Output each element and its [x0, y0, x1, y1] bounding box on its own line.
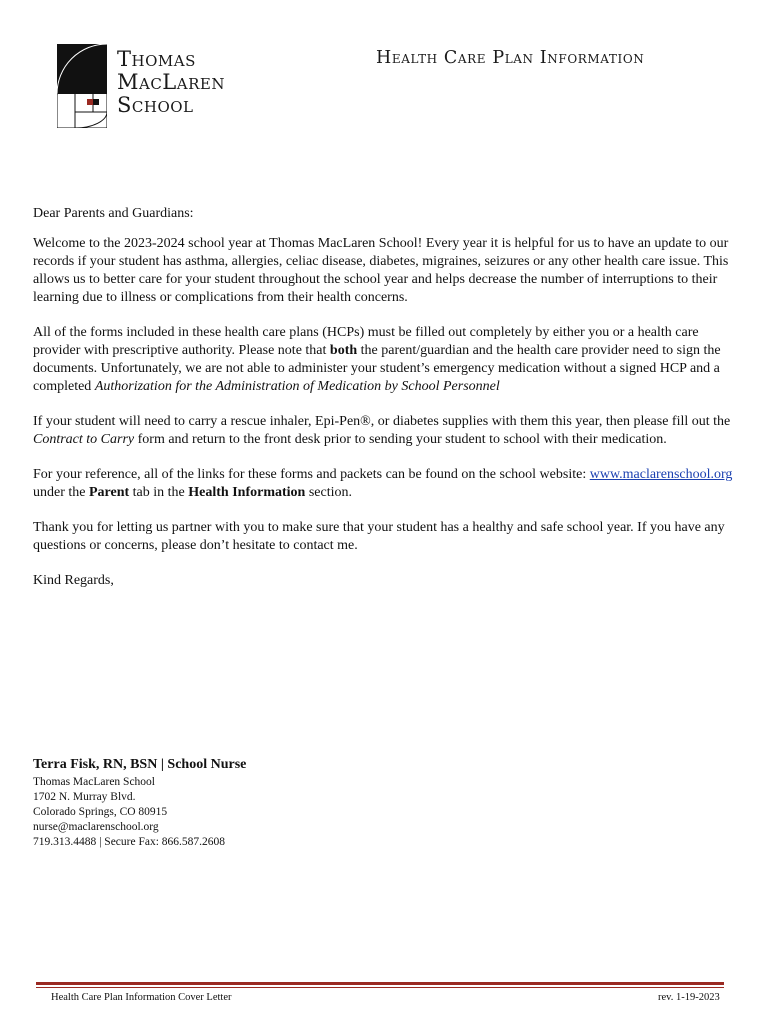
text-run: All of the forms included in these health care plans (HCPs) must be filled out completely by either you or a health care provider with prescriptive authority. Please note that — [33, 325, 699, 358]
text-run: form and return to the front desk prior to sending your student to school with their medication. — [134, 432, 667, 447]
footer-document-name: Health Care Plan Information Cover Letter — [51, 992, 232, 1003]
footer-revision: rev. 1-19-2023 — [658, 992, 720, 1003]
signer-name: Terra Fisk, RN, BSN | School Nurse — [33, 757, 247, 772]
paragraph-forms — [33, 324, 738, 396]
footer-divider — [36, 982, 724, 988]
text-run: under the — [33, 485, 89, 500]
signer-email: nurse@maclarenschool.org — [33, 821, 159, 833]
paragraph-thanks: Thank you for letting us partner with you to make sure that your student has a healthy and safe school year. If you have any questions or concerns, please don’t hesitate to contact me. — [33, 520, 725, 553]
logo-line: Thomas — [117, 47, 196, 71]
paragraph-contract — [33, 413, 738, 449]
signer-address-line1: 1702 N. Murray Blvd. — [33, 791, 136, 803]
signer-phone: 719.313.4488 | Secure Fax: 866.587.2608 — [33, 836, 226, 848]
signer-organization: Thomas MacLaren School — [33, 776, 155, 788]
document-title: Health Care Plan Information — [376, 48, 645, 68]
school-website-link[interactable]: www.maclarenschool.org — [589, 467, 733, 482]
text-run: the parent/guardian and the health care provider need to sign the documents. Unfortunately, we are not able to administer your student’s emergency medication without a signed HCP and a completed — [33, 343, 721, 394]
letter-greeting: Dear Parents and Guardians: — [33, 206, 194, 221]
paragraph-welcome: Welcome to the 2023-2024 school year at Thomas MacLaren School! Every year it is helpful for us to have an update to our records if your student has asthma, allergies, celiac disease, diabetes, migraines, seizures or any other health care issue. This allows us to better care for your student throughout the school year and helps decrease the number of interruptions to their learning due to illness or complications from their health concerns. — [33, 236, 729, 305]
italic-form-name: Contract to Carry — [33, 432, 135, 447]
signer-address-line2: Colorado Springs, CO 80915 — [33, 806, 168, 818]
paragraph-reference — [33, 466, 738, 502]
logo-line: MacLaren — [117, 70, 225, 94]
bold-text: Health Information — [188, 485, 306, 500]
letter-closing: Kind Regards, — [33, 573, 114, 588]
text-run: section. — [305, 485, 352, 500]
logo-line: School — [117, 93, 194, 117]
text-run: tab in the — [129, 485, 189, 500]
text-run: For your reference, all of the links for these forms and packets can be found on the school website: — [33, 467, 590, 482]
signature-block — [33, 756, 433, 850]
letter-body — [33, 205, 738, 607]
text-run: If your student will need to carry a rescue inhaler, Epi-Pen®, or diabetes supplies with them this year, then please fill out the — [33, 414, 731, 429]
logo-wordmark — [117, 48, 225, 117]
italic-form-name: Authorization for the Administration of Medication by School Personnel — [94, 379, 500, 394]
bold-text: Parent — [88, 485, 130, 500]
bold-text: both — [329, 343, 358, 358]
golden-spiral-logo-icon — [57, 44, 107, 128]
school-logo — [57, 44, 242, 128]
